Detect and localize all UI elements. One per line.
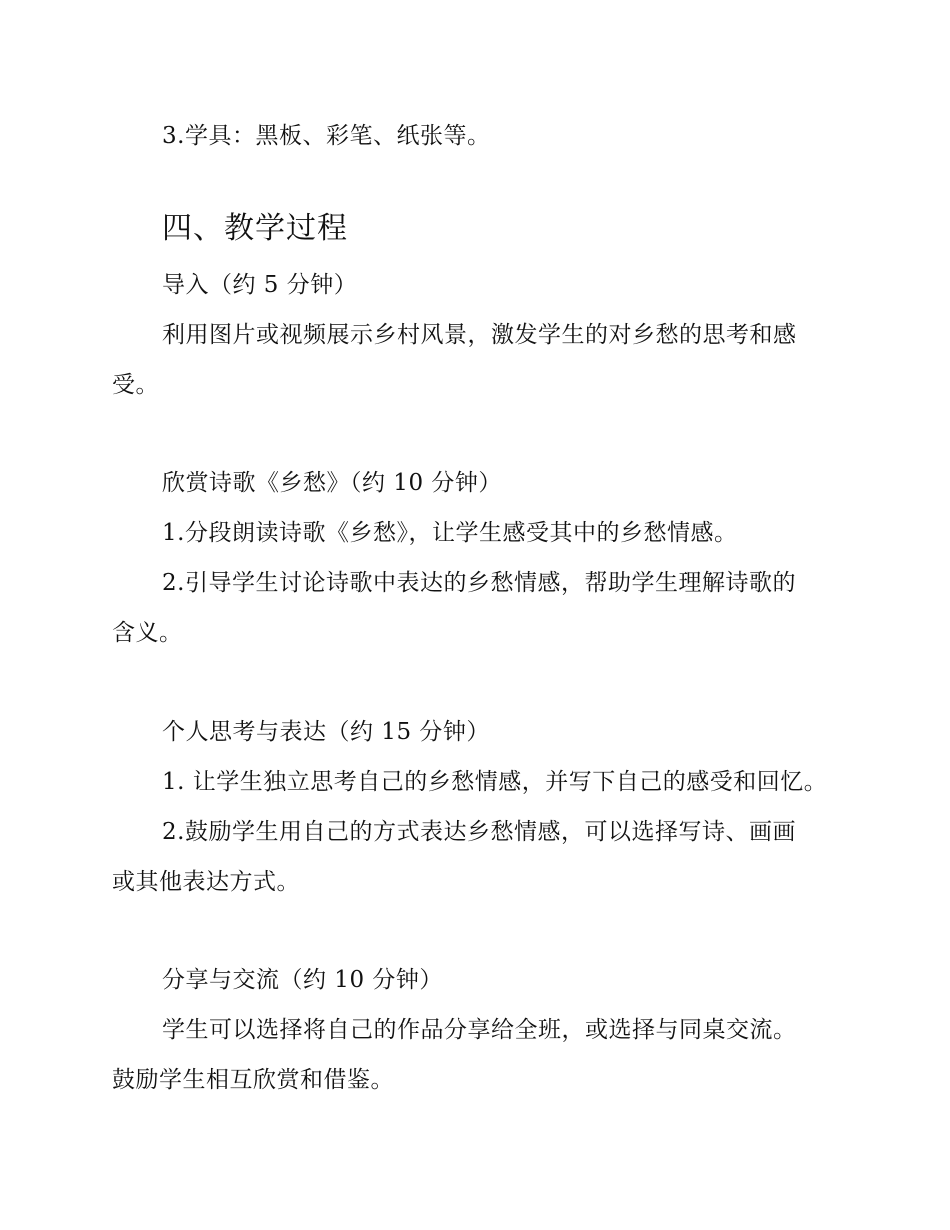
intro-title: 导入（约 5 分钟） [162,272,358,298]
reflect-title: 个人思考与表达（约 15 分钟） [162,719,490,745]
share-title: 分享与交流（约 10 分钟） [162,967,443,993]
intro-body-line-1: 利用图片或视频展示乡村风景，激发学生的对乡愁的思考和感 [162,322,797,348]
intro-body-line-2: 受。 [112,372,159,398]
reflect-item-1: 1. 让学生独立思考自己的乡愁情感，并写下自己的感受和回忆。 [162,769,828,795]
share-body-line-2: 鼓励学生相互欣赏和借鉴。 [112,1067,394,1093]
reflect-item-2-line-2: 或其他表达方式。 [112,869,300,895]
appreciate-item-2-line-2: 含义。 [112,620,183,646]
appreciate-title: 欣赏诗歌《乡愁》（约 10 分钟） [162,470,502,496]
appreciate-item-1: 1.分段朗读诗歌《乡愁》，让学生感受其中的乡愁情感。 [162,520,738,546]
reflect-item-2-line-1: 2.鼓励学生用自己的方式表达乡愁情感，可以选择写诗、画画 [162,819,796,845]
section-heading: 四、教学过程 [162,211,348,246]
appreciate-item-2-line-1: 2.引导学生讨论诗歌中表达的乡愁情感，帮助学生理解诗歌的 [162,570,796,596]
share-body-line-1: 学生可以选择将自己的作品分享给全班，或选择与同桌交流。 [162,1017,797,1043]
materials-item-3: 3.学具：黑板、彩笔、纸张等。 [162,123,491,149]
